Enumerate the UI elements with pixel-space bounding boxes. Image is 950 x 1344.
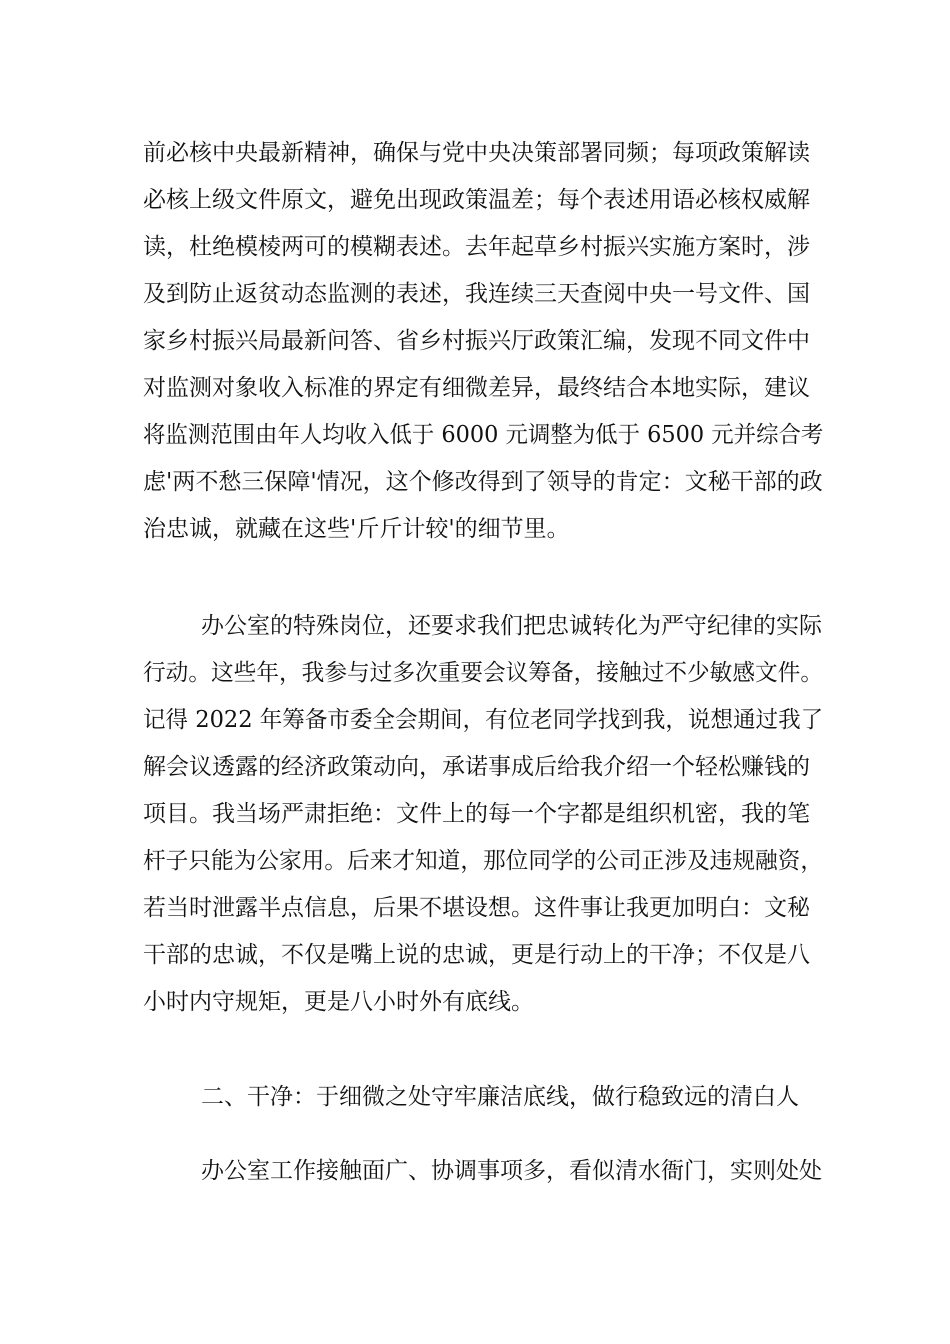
paragraph-line: 对监测对象收入标准的界定有细微差异，最终结合本地实际，建议: [143, 375, 810, 401]
paragraph-line: 小时内守规矩，更是八小时外有底线。: [143, 989, 534, 1015]
paragraph-line: 项目。我当场严肃拒绝：文件上的每一个字都是组织机密，我的笔: [143, 801, 810, 827]
paragraph-line: 杆子只能为公家用。后来才知道，那位同学的公司正涉及违规融资，: [143, 848, 823, 874]
paragraph-line: 家乡村振兴局最新问答、省乡村振兴厅政策汇编，发现不同文件中: [143, 328, 810, 354]
paragraph-line: 前必核中央最新精神，确保与党中央决策部署同频；每项政策解读: [143, 140, 810, 166]
paragraph-line: 若当时泄露半点信息，后果不堪设想。这件事让我更加明白：文秘: [143, 895, 810, 921]
paragraph-line: 办公室工作接触面广、协调事项多，看似清水衙门，实则处处: [201, 1158, 822, 1184]
paragraph-line: 解会议透露的经济政策动向，承诺事成后给我介绍一个轻松赚钱的: [143, 754, 810, 780]
paragraph-line: 干部的忠诚，不仅是嘴上说的忠诚，更是行动上的干净；不仅是八: [143, 942, 810, 968]
paragraph-line: 虑'两不愁三保障'情况，这个修改得到了领导的肯定：文秘干部的政: [143, 469, 823, 495]
paragraph-line: 行动。这些年，我参与过多次重要会议筹备，接触过不少敏感文件。: [143, 660, 823, 686]
paragraph-line: 读，杜绝模棱两可的模糊表述。去年起草乡村振兴实施方案时，涉: [143, 234, 810, 260]
paragraph-line: 办公室的特殊岗位，还要求我们把忠诚转化为严守纪律的实际: [201, 613, 822, 639]
section-heading-text: 二、干净：于细微之处守牢廉洁底线，做行稳致远的清白人: [201, 1084, 799, 1110]
paragraph-line: 治忠诚，就藏在这些'斤斤计较'的细节里。: [143, 516, 570, 542]
paragraph-line: 将监测范围由年人均收入低于 6000 元调整为低于 6500 元并综合考: [143, 422, 824, 448]
paragraph-line: 及到防止返贫动态监测的表述，我连续三天查阅中央一号文件、国: [143, 281, 810, 307]
paragraph-line: 必核上级文件原文，避免出现政策温差；每个表述用语必核权威解: [143, 187, 810, 213]
paragraph-line: 记得 2022 年筹备市委全会期间，有位老同学找到我，说想通过我了: [143, 707, 824, 733]
